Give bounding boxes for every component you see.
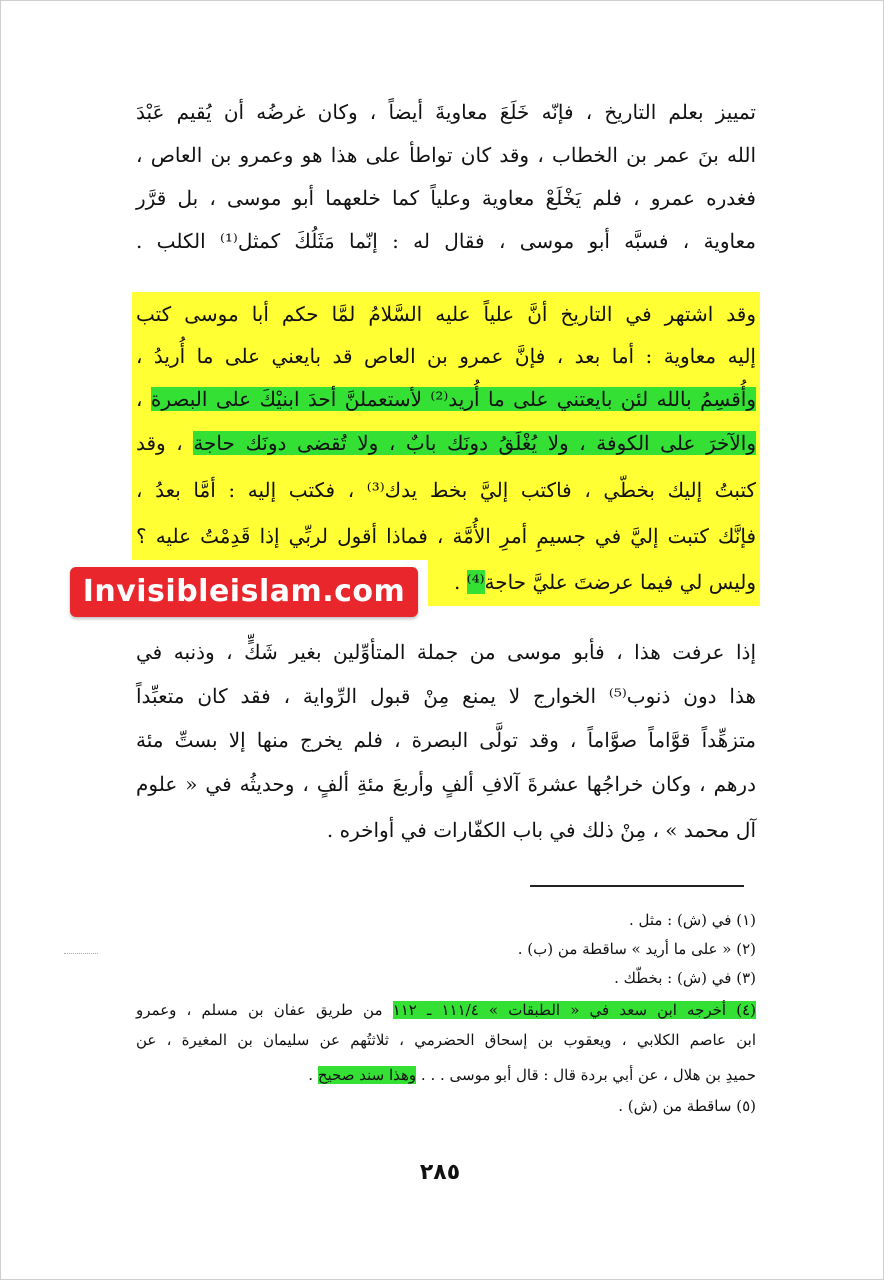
footnote: ابن عاصم الكلابي ، ويعقوب بن إسحاق الحضرمي ، ثلاثتُهم عن سليمان بن المغيرة ، عن [136, 1031, 756, 1049]
paragraph-3-line: درهم ، وكان خراجُها عشرةَ آلافِ ألفٍ وأربعَ مئةِ ألفٍ ، وحديثُه في « علوم [136, 772, 756, 796]
footnote-separator [530, 885, 744, 887]
quote-line: والآخرَ على الكوفة ، ولا يُغْلَقُ دونَك بابٌ ، ولا تُقضى دونَك حاجة ، وقد [136, 431, 756, 455]
quote-line: وأُقسِمُ بالله لئن بايعتني على ما أُريد⁽²⁾ لأستعملنَّ أحدَ ابنيْكَ على البصرة ، [136, 387, 756, 411]
quote-line: فإنَّك كتبت إليَّ في جسيمِ أمرِ الأُمَّة ، فماذا أقول لربِّي إذا قَدِمْتُ عليه ؟ [136, 524, 756, 548]
paragraph-3-line: هذا دون ذنوب⁽⁵⁾ الخوارج لا يمنع مِنْ قبول الرِّواية ، فقد كان متعبِّداً [136, 684, 756, 708]
watermark-logo: Invisibleislam.com [70, 567, 418, 617]
footnote: (٤) أخرجه ابن سعد في « الطبقات » ١١١/٤ ـ ١١٢ من طريق عفان بن مسلم ، وعمرو [136, 1001, 756, 1019]
quote-line: إليه معاوية : أما بعد ، فإنَّ عمرو بن العاص قد بايعني على ما أُريدُ ، [136, 344, 756, 368]
footnote: (١) في (ش) : مثل . [628, 911, 756, 929]
green-highlight: والآخرَ على الكوفة ، ولا يُغْلَقُ دونَك بابٌ ، ولا تُقضى دونَك حاجة [193, 431, 756, 455]
paragraph-3-line: متزهِّداً قوَّاماً صوَّاماً ، وقد تولَّى البصرة ، فلم يخرج منها إلا بستِّ مئة [136, 728, 756, 752]
page-number: ٢٨٥ [419, 1160, 461, 1185]
green-highlight: (٤) أخرجه ابن سعد في « الطبقات » ١١١/٤ ـ ١١٢ [392, 1001, 756, 1019]
paragraph-1-line: فغدره عمرو ، فلم يَخْلَعْ معاوية وعلياً كما خلعهما أبو موسى ، بل قرَّر [136, 186, 756, 210]
paragraph-1-line: الله بنَ عمر بن الخطاب ، وقد كان تواطأ على هذا هو وعمرو بن العاص ، [136, 143, 756, 167]
paragraph-1-line: تمييز بعلم التاريخ ، فإنّه خَلَعَ معاويةَ أيضاً ، وكان غرضُه أن يُقيم عَبْدَ [136, 100, 756, 124]
footnote: (٢) « على ما أريد » ساقطة من (ب) . [517, 940, 756, 958]
paragraph-3-line: آل محمد » ، مِنْ ذلك في باب الكفّارات في أواخره . [326, 818, 756, 842]
footnote: (٥) ساقطة من (ش) . [618, 1097, 756, 1115]
quote-line: وقد اشتهر في التاريخ أنَّ علياً عليه السَّلامُ لمَّا حكم أبا موسى كتب [136, 302, 756, 326]
paragraph-1-line: معاوية ، فسبَّه أبو موسى ، فقال له : إنّما مَثَلُكَ كمثل⁽¹⁾ الكلب . [136, 229, 756, 253]
quote-line: وليس لي فيما عرضتَ عليَّ حاجة⁽⁴⁾ . [453, 570, 756, 594]
paragraph-3-line: إذا عرفت هذا ، فأبو موسى من جملة المتأوِّلين بغير شَكٍّ ، وذنبه في [136, 640, 756, 664]
footnote: (٣) في (ش) : بخطّك . [614, 969, 756, 987]
green-highlight: وهذا سند صحيح [317, 1066, 417, 1084]
green-highlight: وأُقسِمُ بالله لئن بايعتني على ما أُريد⁽²⁾ لأستعملنَّ أحدَ ابنيْكَ على البصرة [150, 387, 756, 411]
margin-dots [64, 953, 98, 955]
footnote: حميدِ بن هلال ، عن أبي بردة قال : قال أبو موسى . . . وهذا سند صحيح . [308, 1066, 756, 1084]
quote-line: كتبتُ إليك بخطّي ، فاكتب إليَّ بخط يدك⁽³⁾ ، فكتب إليه : أمَّا بعدُ ، [136, 478, 757, 502]
footnote-marker: ⁽⁴⁾ [466, 570, 485, 594]
